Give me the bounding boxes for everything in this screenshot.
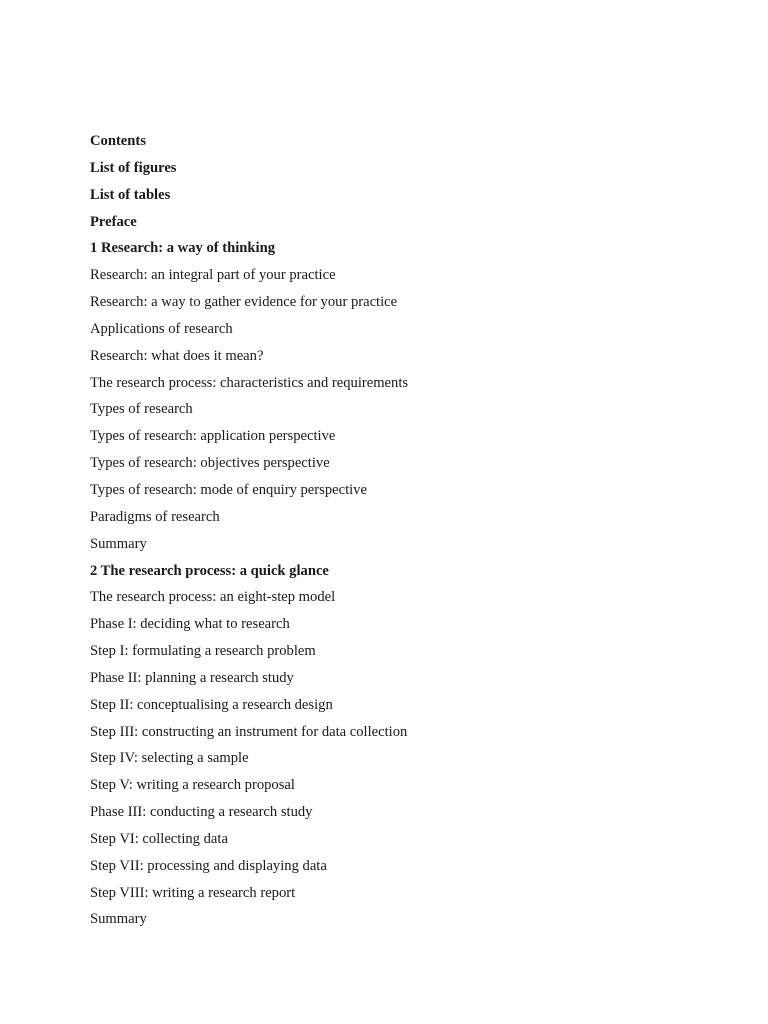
toc-entry: Paradigms of research (90, 508, 220, 525)
toc-entry: The research process: characteristics and requirements (90, 374, 409, 391)
toc-entry: Types of research (90, 401, 193, 418)
toc-entry: Types of research: objectives perspective (90, 455, 330, 472)
toc-entry: Step VII: processing and displaying data (90, 857, 327, 874)
toc-entry: Step I: formulating a research problem (90, 643, 316, 660)
toc-entry: Step II: conceptualising a research design (90, 696, 333, 713)
toc-entry: Summary (90, 911, 147, 928)
toc-entry: Phase III: conducting a research study (90, 804, 313, 821)
toc-entry: Types of research: application perspective (90, 428, 336, 445)
toc-heading: Contents (90, 133, 146, 149)
table-of-contents (90, 131, 408, 936)
toc-entry: Types of research: mode of enquiry perspective (90, 481, 367, 498)
toc-entry: Step VI: collecting data (90, 830, 228, 847)
toc-heading: Preface (90, 213, 137, 230)
toc-entry: Research: a way to gather evidence for your practice (90, 294, 398, 311)
toc-entry: Research: an integral part of your practice (90, 267, 336, 284)
toc-entry: Research: what does it mean? (90, 347, 264, 364)
toc-entry: Step IV: selecting a sample (90, 750, 249, 767)
toc-heading: 2 The research process: a quick glance (90, 562, 329, 579)
toc-entry: Applications of research (90, 320, 233, 337)
toc-entry: Summary (90, 535, 147, 552)
toc-heading: List of figures (90, 159, 177, 176)
toc-entry: The research process: an eight-step model (90, 589, 336, 606)
toc-entry: Step VIII: writing a research report (90, 884, 296, 901)
toc-entry: Phase I: deciding what to research (90, 616, 290, 633)
toc-heading: 1 Research: a way of thinking (90, 240, 275, 257)
toc-entry: Phase II: planning a research study (90, 669, 294, 686)
toc-entry: Step III: constructing an instrument for data collection (90, 723, 408, 740)
toc-heading: List of tables (90, 186, 171, 203)
toc-entry: Step V: writing a research proposal (90, 777, 295, 794)
